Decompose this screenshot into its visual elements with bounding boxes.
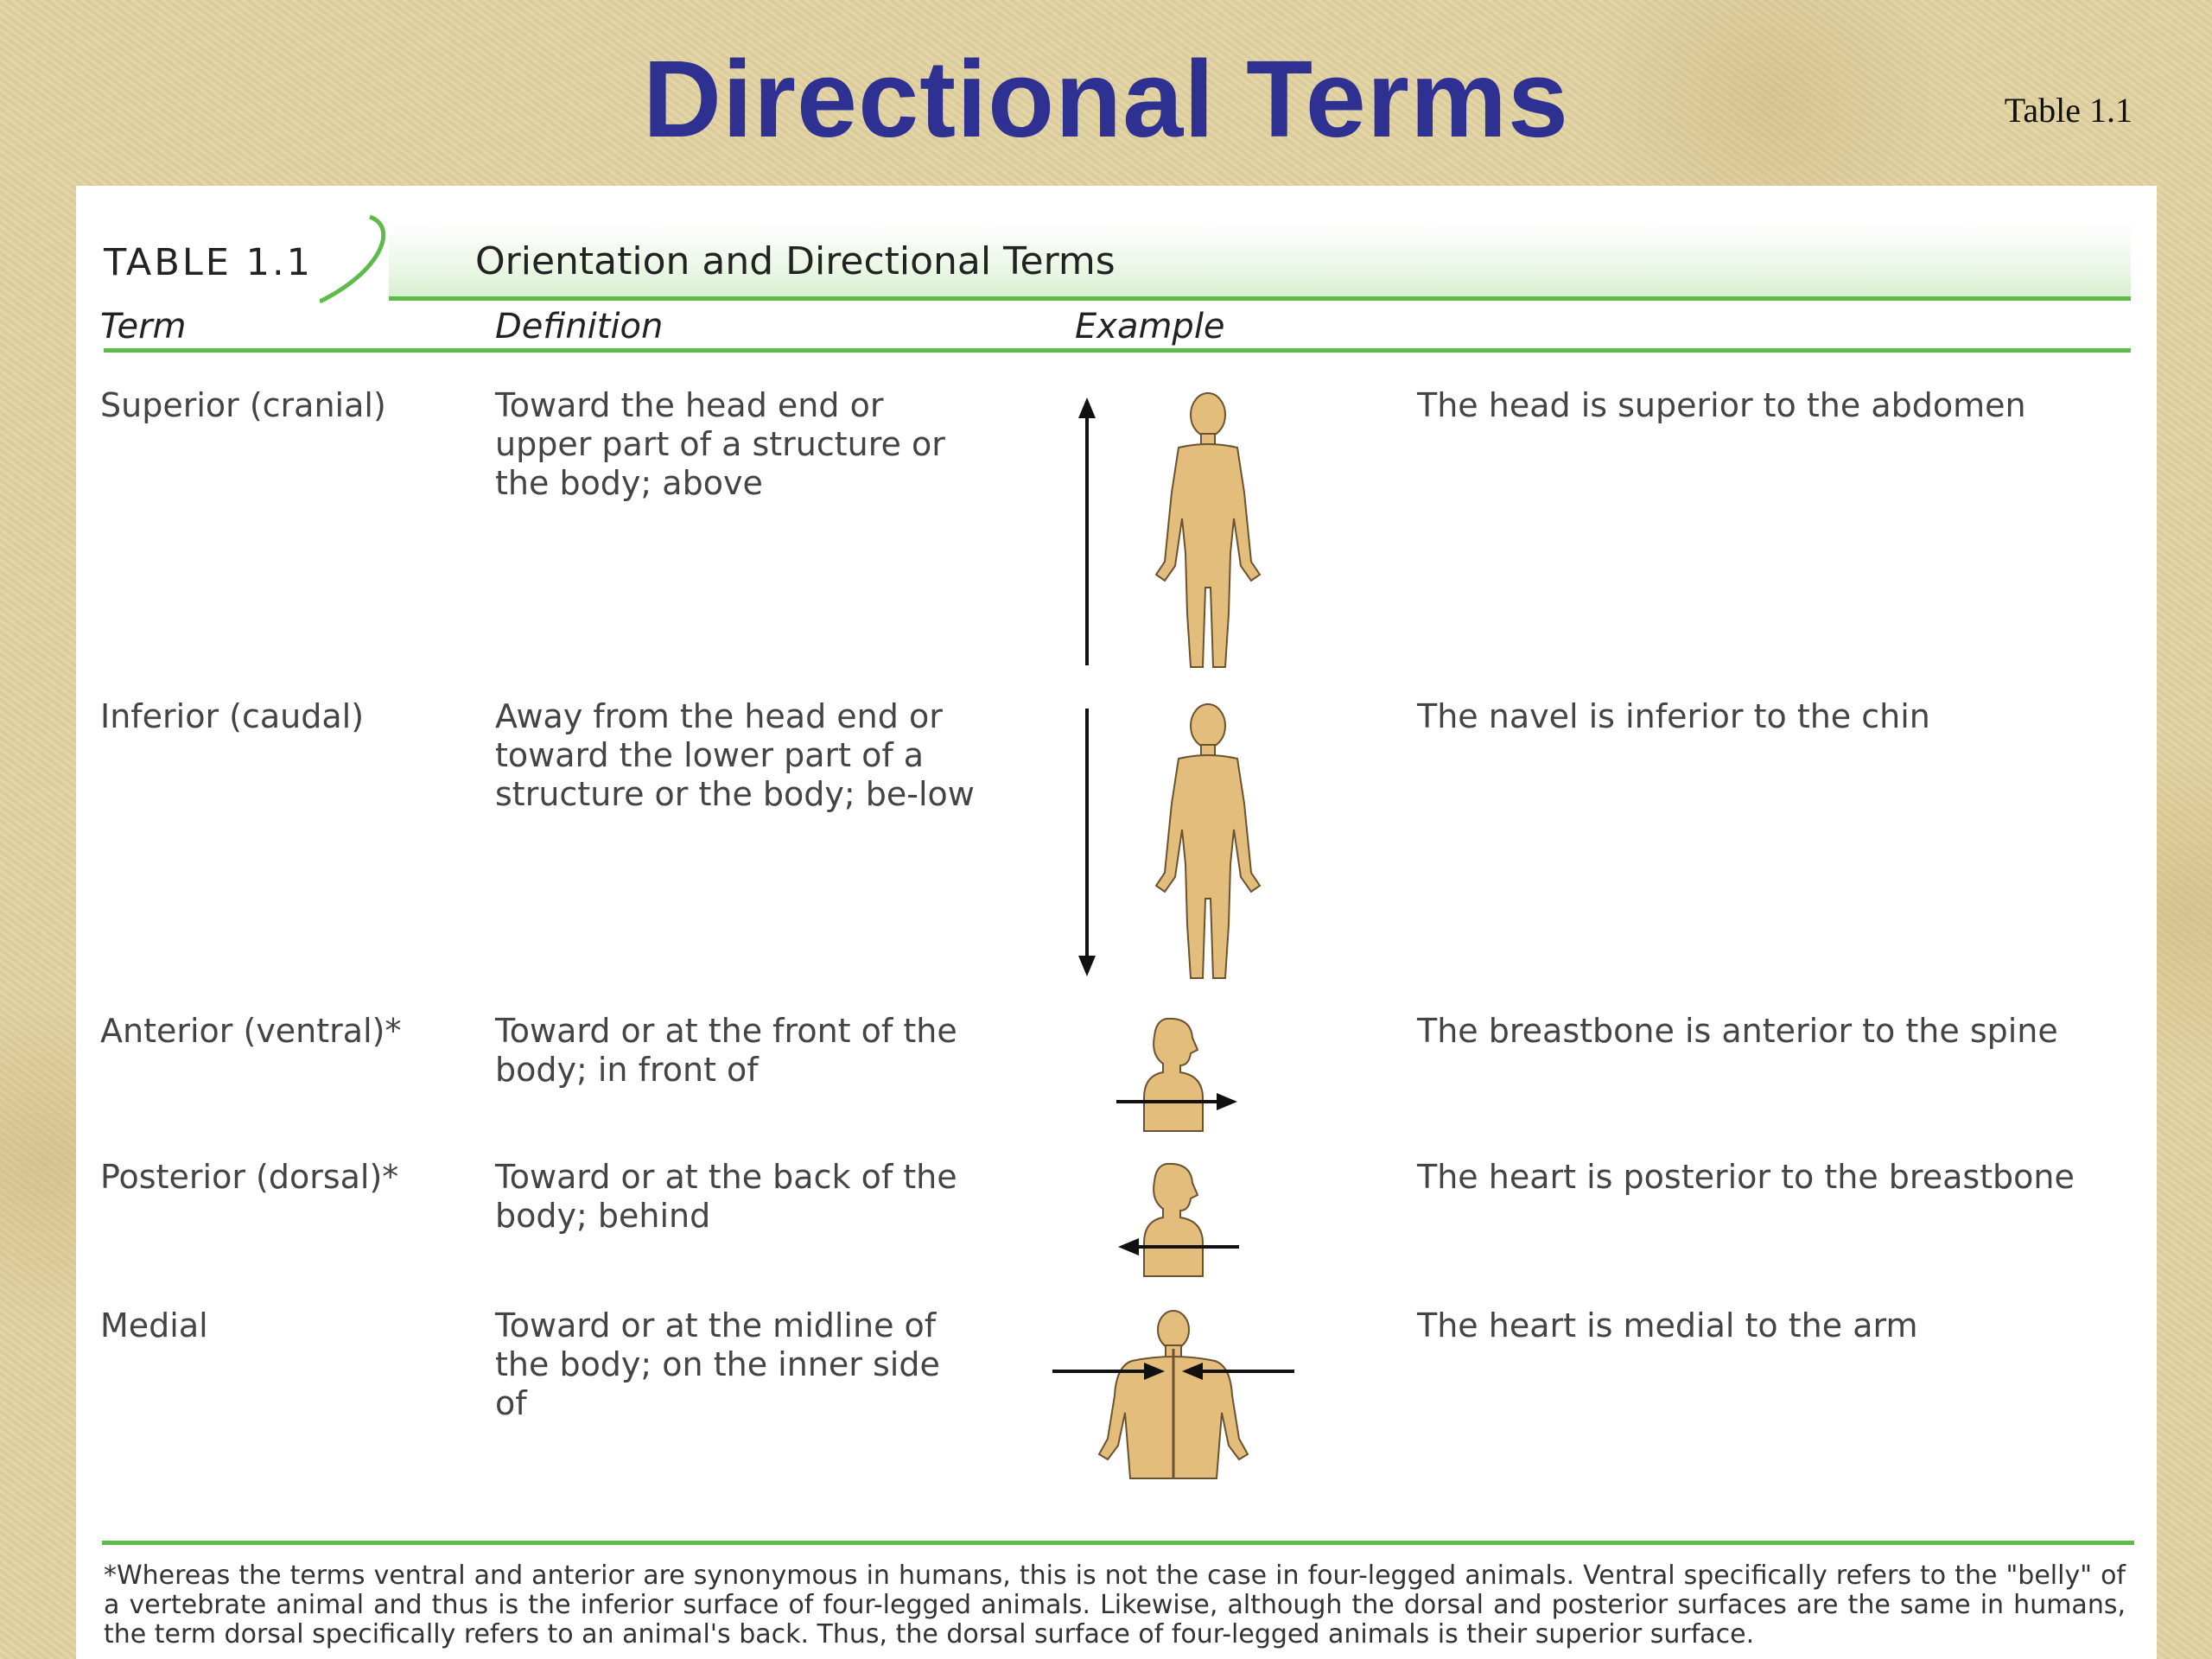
banner-rule [389, 296, 2131, 301]
example-cell: The head is superior to the abdomen [1417, 386, 2026, 424]
table-label: TABLE 1.1 [104, 241, 314, 284]
definition-cell: Toward or at the back of the body; behind [495, 1158, 957, 1235]
column-header-definition: Definition [495, 307, 664, 346]
term-cell: Medial [100, 1306, 208, 1344]
definition-cell: Toward or at the midline of the body; on the inner side of [495, 1306, 940, 1422]
definition-cell: Away from the head end or toward the lower part of a structure or the body; be-low [495, 697, 975, 813]
table-banner [104, 203, 2131, 300]
term-cell: Superior (cranial) [100, 386, 386, 424]
term-cell: Inferior (caudal) [100, 697, 365, 735]
torso-profile-arrow-left-icon [1113, 1160, 1243, 1281]
example-cell: The breastbone is anterior to the spine [1417, 1012, 2058, 1050]
example-cell: The heart is medial to the arm [1417, 1306, 1918, 1344]
column-header-term: Term [100, 307, 187, 346]
full-body-arrow-up-icon [1052, 389, 1346, 674]
table-caption: Orientation and Directional Terms [475, 239, 1116, 283]
corner-label: Table 1.1 [2004, 91, 2133, 130]
footnote-rule [102, 1541, 2134, 1545]
table-panel [76, 186, 2157, 1659]
definition-cell: Toward or at the front of the body; in front of [495, 1012, 957, 1089]
example-cell: The navel is inferior to the chin [1417, 697, 1930, 735]
definition-cell: Toward the head end or upper part of a structure or the body; above [495, 386, 945, 502]
torso-back-arrows-inward-icon [1052, 1309, 1294, 1482]
torso-profile-arrow-right-icon [1113, 1015, 1243, 1136]
header-rule [104, 348, 2131, 353]
column-header-example: Example [1075, 307, 1225, 346]
swoosh-icon [320, 212, 406, 307]
table-footnote: *Whereas the terms ventral and anterior are synonymous in humans, this is not the case in four-legged animals. Ventral specifically refers to the "belly" of a vertebrate animal and thus is the inferior surface of four-legged animals. Likewise, although the dorsal and posterior surfaces are the same in humans, the term dorsal specifically refers to an animal's back. Thus, the dorsal surface of four-legged animals is their superior surface. [104, 1560, 2126, 1649]
term-cell: Anterior (ventral)* [100, 1012, 402, 1050]
full-body-arrow-down-icon [1052, 700, 1346, 985]
slide-title: Directional Terms [642, 38, 1569, 160]
example-cell: The heart is posterior to the breastbone [1417, 1158, 2075, 1196]
term-cell: Posterior (dorsal)* [100, 1158, 399, 1196]
